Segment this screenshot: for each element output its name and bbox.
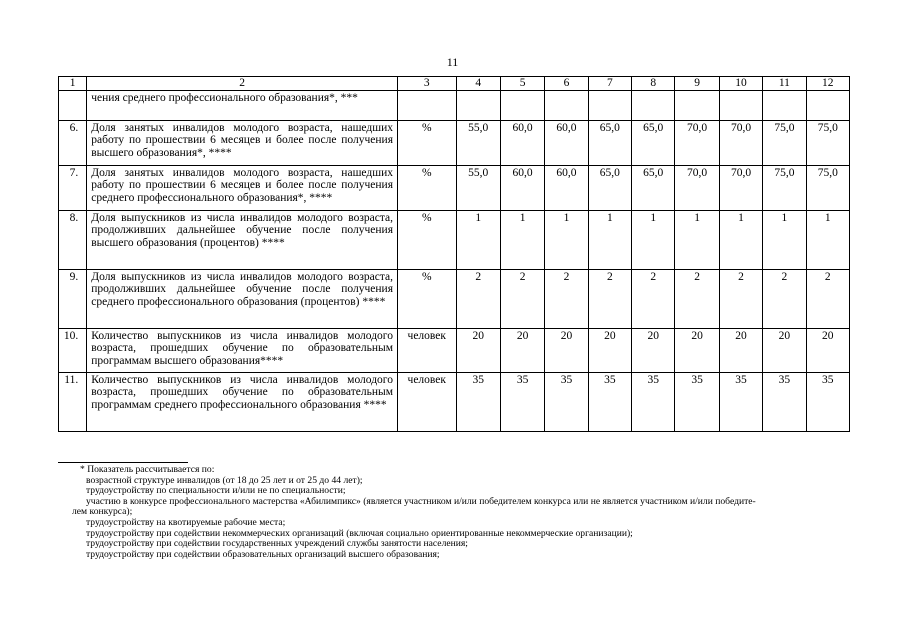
value-cell: 75,0 xyxy=(806,120,849,165)
indicator-name-cell: Доля выпускников из числа инвалидов молодого возраста, продолживших дальнейшее обучение после получения среднего профессионального образования (процентов) **** xyxy=(87,269,398,328)
indicator-name-cell: Количество выпускников из числа инвалидов молодого возраста, прошедших обучение по образовательным программам высшего образования**** xyxy=(87,328,398,372)
table-row xyxy=(59,165,850,210)
value-cell: 70,0 xyxy=(675,165,719,210)
header-cell: 2 xyxy=(87,77,398,91)
footnote-line: трудоустройству при содействии некоммерческих организаций (включая социально ориентированные некоммерческие организации); xyxy=(86,527,633,539)
value-cell: 35 xyxy=(806,372,849,431)
value-cell: 55,0 xyxy=(456,165,500,210)
value-cell: 1 xyxy=(632,210,675,269)
value-cell: 35 xyxy=(545,372,588,431)
value-cell: 20 xyxy=(675,328,719,372)
value-cell: 1 xyxy=(806,210,849,269)
value-cell: 2 xyxy=(719,269,762,328)
value-cell: 2 xyxy=(456,269,500,328)
header-cell: 9 xyxy=(675,77,719,91)
value-cell: 20 xyxy=(500,328,544,372)
value-cell: 20 xyxy=(763,328,806,372)
value-cell: 1 xyxy=(719,210,762,269)
value-cell: 35 xyxy=(632,372,675,431)
value-cell: 55,0 xyxy=(456,120,500,165)
value-cell: 75,0 xyxy=(806,165,849,210)
value-cell xyxy=(500,90,544,120)
table-header-row xyxy=(59,77,850,91)
row-number-cell: 9. xyxy=(59,269,87,328)
value-cell: 70,0 xyxy=(675,120,719,165)
value-cell: 35 xyxy=(588,372,631,431)
value-cell: 20 xyxy=(456,328,500,372)
indicators-table xyxy=(58,76,850,432)
continuation-row xyxy=(59,90,850,120)
value-cell: 60,0 xyxy=(500,165,544,210)
value-cell: 1 xyxy=(456,210,500,269)
value-cell: 1 xyxy=(500,210,544,269)
value-cell: 65,0 xyxy=(588,165,631,210)
value-cell: 2 xyxy=(545,269,588,328)
value-cell: 20 xyxy=(719,328,762,372)
footnote-line: трудоустройству при содействии государственных учреждений службы занятости населения; xyxy=(86,538,468,550)
header-cell: 11 xyxy=(763,77,806,91)
header-cell: 7 xyxy=(588,77,631,91)
value-cell: 35 xyxy=(456,372,500,431)
value-cell: 2 xyxy=(675,269,719,328)
unit-cell: % xyxy=(398,210,457,269)
header-cell: 10 xyxy=(719,77,762,91)
value-cell: 35 xyxy=(500,372,544,431)
value-cell xyxy=(545,90,588,120)
value-cell xyxy=(588,90,631,120)
unit-cell: человек xyxy=(398,372,457,431)
unit-cell xyxy=(398,90,457,120)
value-cell: 2 xyxy=(632,269,675,328)
footnote-line: лем конкурса); xyxy=(72,506,133,518)
value-cell: 20 xyxy=(806,328,849,372)
header-cell: 6 xyxy=(545,77,588,91)
indicator-name-cell: Доля выпускников из числа инвалидов молодого возраста, продолживших дальнейшее обучение после получения высшего образования (процентов) **** xyxy=(87,210,398,269)
value-cell: 35 xyxy=(719,372,762,431)
value-cell: 70,0 xyxy=(719,165,762,210)
table-row xyxy=(59,328,850,372)
value-cell: 65,0 xyxy=(588,120,631,165)
header-cell: 3 xyxy=(398,77,457,91)
header-cell: 8 xyxy=(632,77,675,91)
unit-cell: % xyxy=(398,120,457,165)
value-cell xyxy=(763,90,806,120)
footnote-line: трудоустройству на квотируемые рабочие места; xyxy=(86,516,286,528)
table-row xyxy=(59,372,850,431)
value-cell: 60,0 xyxy=(545,165,588,210)
row-number-cell: 8. xyxy=(59,210,87,269)
table-row xyxy=(59,210,850,269)
row-number-cell: 6. xyxy=(59,120,87,165)
value-cell: 2 xyxy=(588,269,631,328)
unit-cell: % xyxy=(398,269,457,328)
unit-cell: % xyxy=(398,165,457,210)
header-cell: 12 xyxy=(806,77,849,91)
row-number-cell: 7. xyxy=(59,165,87,210)
footnote-line: возрастной структуре инвалидов (от 18 до 25 лет и от 25 до 44 лет); xyxy=(86,474,363,486)
value-cell: 75,0 xyxy=(763,165,806,210)
value-cell xyxy=(675,90,719,120)
value-cell xyxy=(806,90,849,120)
value-cell: 60,0 xyxy=(545,120,588,165)
value-cell: 20 xyxy=(588,328,631,372)
value-cell xyxy=(632,90,675,120)
indicator-name-cell: Доля занятых инвалидов молодого возраста, нашедших работу по прошествии 6 месяцев и более после получения высшего образования*, **** xyxy=(87,120,398,165)
header-cell: 5 xyxy=(500,77,544,91)
value-cell: 20 xyxy=(545,328,588,372)
value-cell: 75,0 xyxy=(763,120,806,165)
value-cell: 65,0 xyxy=(632,165,675,210)
value-cell: 1 xyxy=(588,210,631,269)
table-row xyxy=(59,120,850,165)
row-number-cell xyxy=(59,90,87,120)
footnote-line: трудоустройству по специальности и/или не по специальности; xyxy=(86,485,346,497)
value-cell: 1 xyxy=(675,210,719,269)
header-cell: 1 xyxy=(59,77,87,91)
indicator-name-cell: Доля занятых инвалидов молодого возраста, нашедших работу по прошествии 6 месяцев и более после получения среднего профессионального образования*, **** xyxy=(87,165,398,210)
footnote-line: участию в конкурсе профессионального мастерства «Абилимпикс» (является участником и/или победителем конкурса или не является участником и/или победите- xyxy=(86,495,756,507)
unit-cell: человек xyxy=(398,328,457,372)
value-cell: 60,0 xyxy=(500,120,544,165)
value-cell: 35 xyxy=(675,372,719,431)
indicator-name-cell: Количество выпускников из числа инвалидов молодого возраста, прошедших обучение по образовательным программам среднего профессионального образования **** xyxy=(87,372,398,431)
value-cell: 2 xyxy=(806,269,849,328)
header-cell: 4 xyxy=(456,77,500,91)
footnote-divider xyxy=(58,462,188,463)
footnote-title: * Показатель рассчитывается по: xyxy=(80,464,215,475)
footnotes xyxy=(72,465,852,560)
row-number-cell: 11. xyxy=(59,372,87,431)
page-number: 11 xyxy=(446,55,459,69)
value-cell: 2 xyxy=(763,269,806,328)
table-row xyxy=(59,269,850,328)
row-number-cell: 10. xyxy=(59,328,87,372)
footnote-line: трудоустройству при содействии образовательных организаций высшего образования; xyxy=(86,548,440,560)
value-cell: 1 xyxy=(545,210,588,269)
value-cell: 65,0 xyxy=(632,120,675,165)
value-cell: 70,0 xyxy=(719,120,762,165)
value-cell: 2 xyxy=(500,269,544,328)
indicator-name-cell: чения среднего профессионального образования*, *** xyxy=(87,90,398,120)
value-cell: 35 xyxy=(763,372,806,431)
value-cell: 1 xyxy=(763,210,806,269)
value-cell xyxy=(456,90,500,120)
value-cell: 20 xyxy=(632,328,675,372)
value-cell xyxy=(719,90,762,120)
